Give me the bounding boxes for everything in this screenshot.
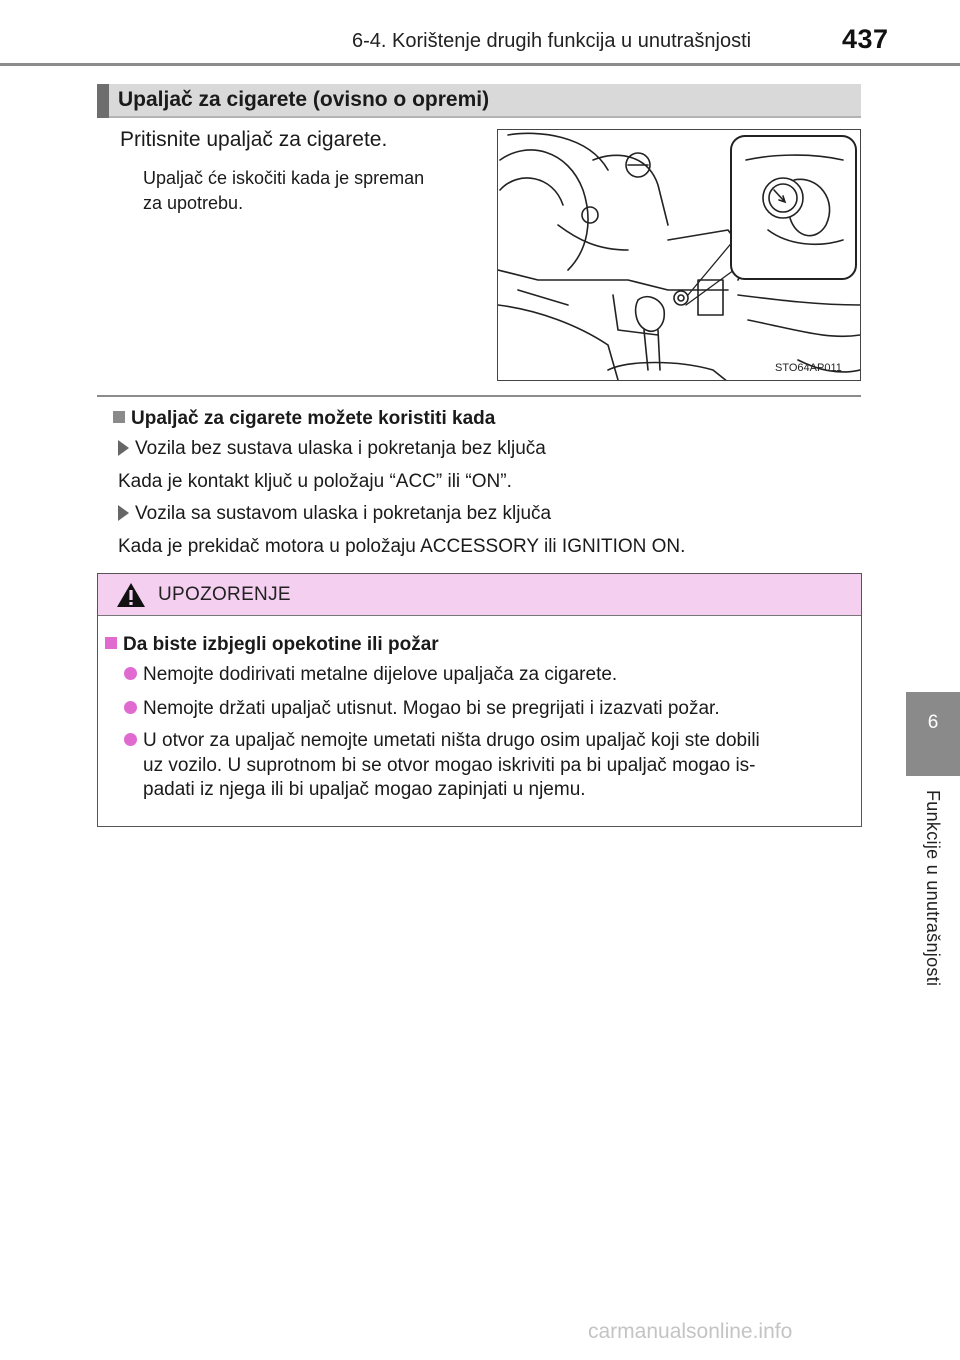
section-divider: [97, 395, 861, 397]
warning-triangle-icon: [116, 582, 146, 613]
dashboard-drawing: [498, 130, 861, 381]
instruction-note: [143, 166, 488, 216]
section-heading: Upaljač za cigarete (ovisno o opremi): [118, 88, 490, 111]
illustration-code: STO64AP011: [775, 362, 842, 374]
warning-bullet-continuation: padati iz njega ili bi upaljač mogao zapinjati u njemu.: [143, 779, 586, 800]
warning-bullet: Nemojte držati upaljač utisnut. Mogao bi se pregrijati i izazvati požar.: [124, 697, 720, 720]
warning-bullet: Nemojte dodirivati metalne dijelove upaljača za cigarete.: [124, 663, 617, 686]
usage-heading: Upaljač za cigarete možete koristiti kada: [113, 408, 495, 430]
usage-item-text: Kada je prekidač motora u položaju ACCESSORY ili IGNITION ON.: [118, 536, 686, 557]
header-divider: [0, 63, 960, 66]
chapter-tab: [906, 692, 960, 776]
section-heading-marker: [97, 84, 109, 118]
square-bullet-icon: [105, 637, 117, 649]
page-header-title: 6-4. Korištenje drugih funkcija u unutrašnjosti: [352, 30, 752, 52]
warning-bullet: U otvor za upaljač nemojte umetati ništa drugo osim upaljač koji ste dobili: [124, 729, 760, 752]
usage-item-title: Vozila sa sustavom ulaska i pokretanja bez ključa: [118, 503, 551, 525]
usage-item-title: Vozila bez sustava ulaska i pokretanja bez ključa: [118, 438, 546, 460]
instruction-text: Pritisnite upaljač za cigarete.: [120, 128, 388, 151]
arrow-right-icon: [118, 440, 129, 456]
chapter-label: Funkcije u unutrašnjosti: [923, 790, 943, 987]
bullet-dot-icon: [124, 701, 137, 714]
instruction-note-line: za upotrebu.: [143, 193, 244, 213]
instruction-note-line: Upaljač će iskočiti kada je spreman: [143, 168, 425, 188]
watermark: carmanualsonline.info: [588, 1320, 793, 1343]
cigarette-lighter-illustration: [497, 129, 861, 381]
usage-item-text: Kada je kontakt ključ u položaju “ACC” ili “ON”.: [118, 471, 512, 492]
bullet-dot-icon: [124, 667, 137, 680]
warning-subheading: Da biste izbjegli opekotine ili požar: [105, 634, 439, 656]
bullet-dot-icon: [124, 733, 137, 746]
warning-bullet-continuation: uz vozilo. U suprotnom bi se otvor mogao iskriviti pa bi upaljač mogao is-: [143, 755, 756, 776]
arrow-right-icon: [118, 505, 129, 521]
warning-title: UPOZORENJE: [158, 584, 291, 605]
square-bullet-icon: [113, 411, 125, 423]
chapter-number: 6: [927, 712, 939, 733]
page-number: 437: [842, 24, 889, 54]
